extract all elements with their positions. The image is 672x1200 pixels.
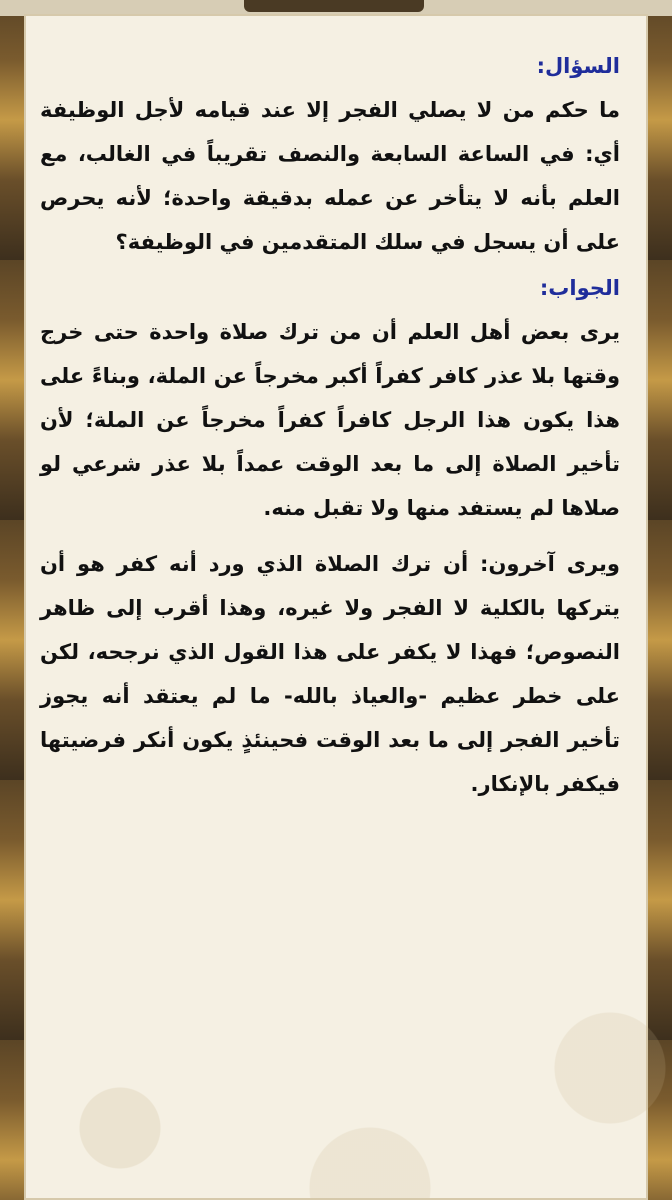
question-text: ما حكم من لا يصلي الفجر إلا عند قيامه لأجل الوظيفة أي: في الساعة السابعة والنصف تقريباً في الغالب، مع العلم بأنه لا يتأخر عن عمله بدقيقة واحدة؛ لأنه يحرص على أن يسجل في سلك المتقدمين في الوظيفة؟ — [40, 98, 620, 254]
decorative-pattern — [50, 908, 672, 1198]
answer-paragraph-1: يرى بعض أهل العلم أن من ترك صلاة واحدة حتى خرج وقتها بلا عذر كافر كفراً أكبر مخرجاً عن الملة، وبناءً على هذا يكون هذا الرجل كافراً كفراً مخرجاً عن الملة؛ لأن تأخير الصلاة إلى ما بعد الوقت عمداً بلا عذر شرعي لو صلاها لم يستفد منها ولا تقبل منه. — [40, 320, 620, 520]
answer-paragraph-2: ويرى آخرون: أن ترك الصلاة الذي ورد أنه كفر هو أن يتركها بالكلية لا الفجر ولا غيره، وهذا أقرب إلى ظاهر النصوص؛ فهذا لا يكفر على هذا القول الذي نرجحه، لكن على خطر عظيم -والعياذ بالله- ما لم يعتقد أنه يجوز تأخير الفجر إلى ما بعد الوقت فحينئذٍ يكون أنكر فرضيتها فيكفر بالإنكار. — [40, 552, 620, 796]
question-heading: السؤال: — [536, 54, 620, 78]
decorative-frame-right — [648, 0, 672, 1200]
fatwa-content — [40, 44, 620, 818]
answer-heading: الجواب: — [539, 276, 620, 300]
decorative-frame-left — [0, 0, 24, 1200]
top-tab-handle — [244, 0, 424, 12]
content-panel — [24, 14, 648, 1200]
